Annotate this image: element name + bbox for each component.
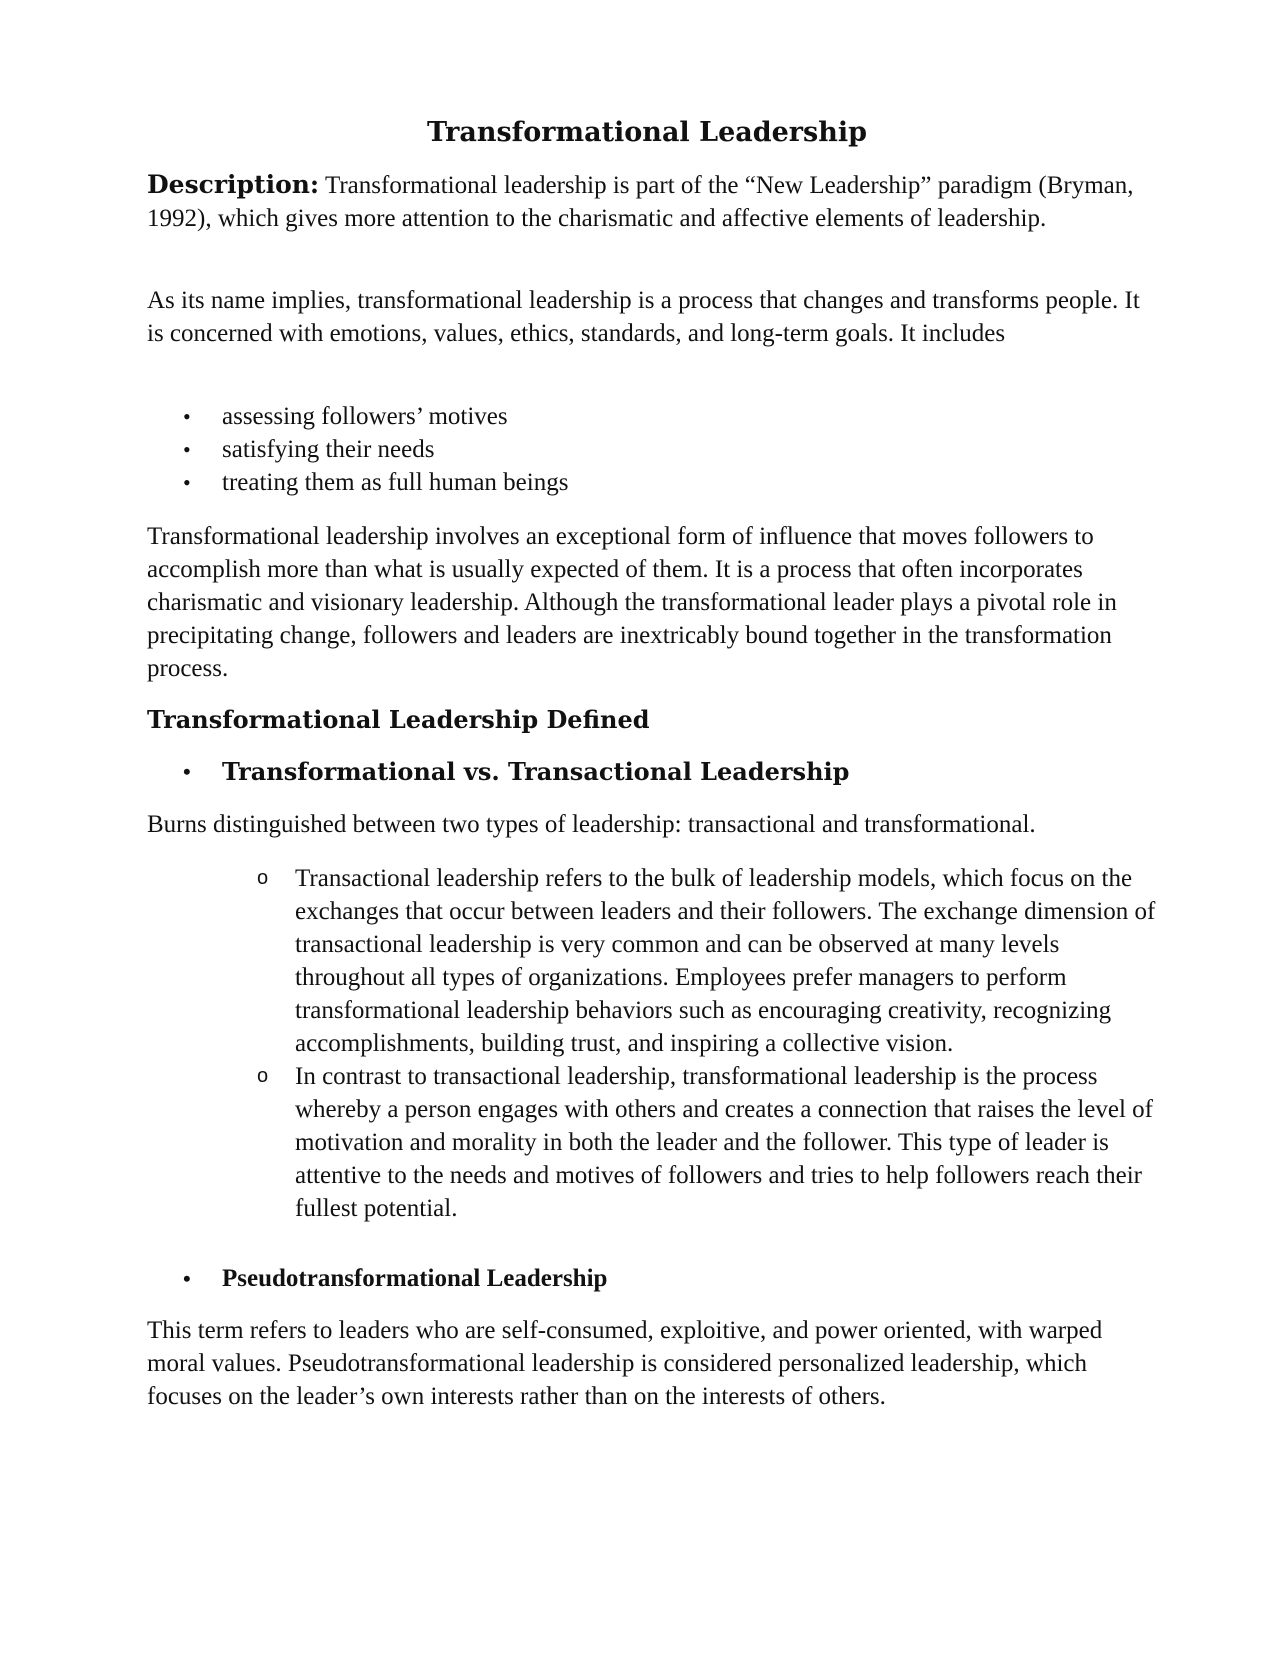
includes-list [147,400,568,499]
bullet-icon: • [183,404,191,429]
list-item [147,466,568,499]
pseudo-paragraph: This term refers to leaders who are self-consumed, exploitive, and power oriented, with warped moral values. Pseudotransformational leadership is considered personalized leadership, which focuses on the leader’s own interests rather than on the interests of others. [147,1317,1103,1410]
leadership-types-list [257,862,1167,1225]
list-item [147,400,568,433]
list-item-text: In contrast to transactional leadership, transformational leadership is the process whereby a person engages with others and creates a connection that raises the level of motivation and morality in both the leader and the follower. This type of leader is attentive to the needs and motives of followers and tries to help followers reach their fullest potential. [295,1063,1153,1222]
list-item-text: assessing followers’ motives [222,403,508,430]
description-label: Description: [147,170,320,199]
subheading-text: Transformational vs. Transactional Leadership [222,757,850,786]
list-item-text: treating them as full human beings [222,469,569,496]
description-text: Transformational leadership is part of the “New Leadership” paradigm (Bryman, 1992), which gives more attention to the charismatic and affective elements of leadership. [147,172,1134,232]
influence-paragraph: Transformational leadership involves an exceptional form of influence that moves followers to accomplish more than what is usually expected of them. It is a process that often incorporates charismatic and visionary leadership. Although the transformational leader plays a pivotal role in precipitating change, followers and leaders are inextricably bound together in the transformation process. [147,523,1117,682]
description-paragraph [147,168,1147,235]
bullet-icon: • [183,437,191,462]
hollow-bullet-icon: o [257,867,269,889]
bullet-icon: • [183,470,191,495]
list-item-text: satisfying their needs [222,436,435,463]
hollow-bullet-icon: o [257,1065,269,1087]
section-heading: Transformational Leadership Defined [147,705,650,734]
bullet-icon: • [183,1266,191,1291]
intro-paragraph: As its name implies, transformational leadership is a process that changes and transforms people. It is concerned with emotions, values, ethics, standards, and long-term goals. It includes [147,287,1140,347]
burns-paragraph: Burns distinguished between two types of leadership: transactional and transformational. [147,811,1036,838]
list-item [147,433,568,466]
list-item [257,1060,1167,1225]
list-item-text: Transactional leadership refers to the bulk of leadership models, which focus on the exchanges that occur between leaders and their followers. The exchange dimension of transactional leadership is very common and can be observed at many levels throughout all types of organizations. Employees prefer managers to perform transformational leadership behaviors such as encouraging creativity, recognizing accomplishments, building trust, and inspiring a collective vision. [295,865,1156,1057]
subheading-text: Pseudotransformational Leadership [222,1265,608,1292]
bullet-icon: • [183,759,191,784]
subheading-transformational-vs-transactional [147,756,849,788]
document-title: Transformational Leadership [426,117,867,148]
subheading-pseudotransformational [147,1262,607,1295]
list-item [257,862,1167,1060]
